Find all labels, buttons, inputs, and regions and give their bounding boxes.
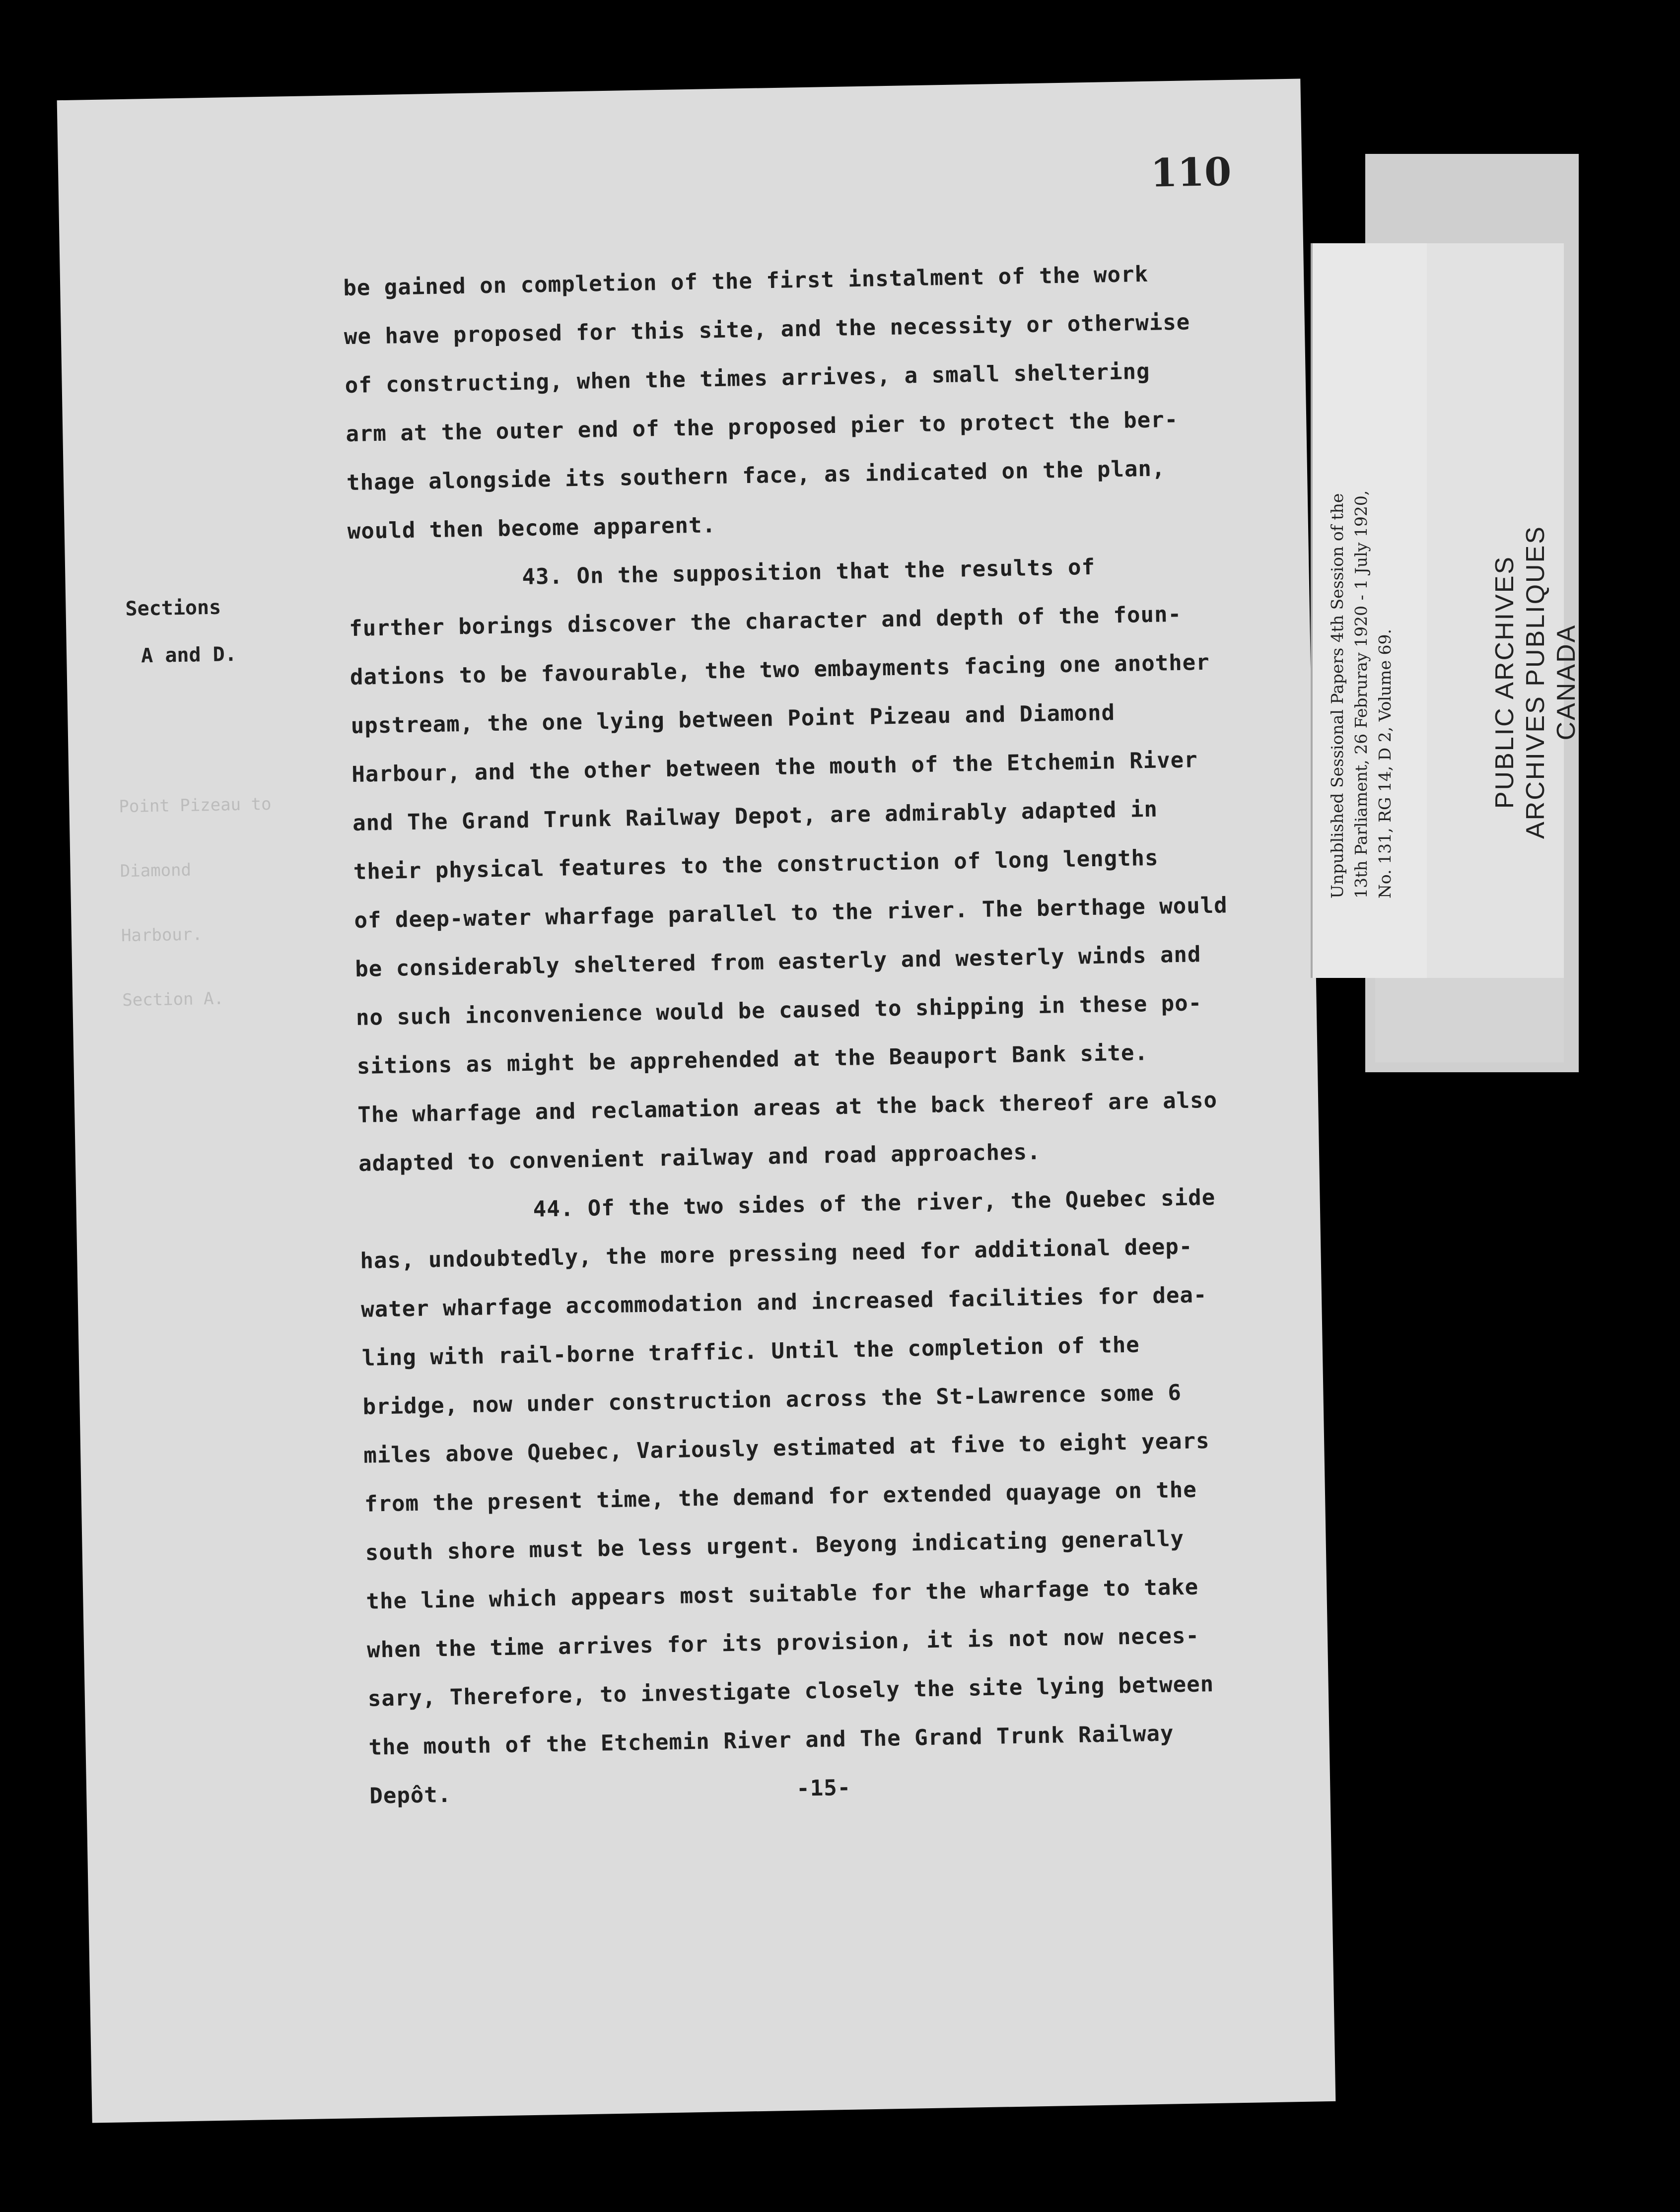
- paragraph-44-start: 44. Of the two sides of the river, the Quebec side: [533, 1184, 1216, 1222]
- tag-stub: [1375, 978, 1564, 1062]
- text-line: when the time arrives for its provision, it is not now neces-: [366, 1623, 1200, 1663]
- text-line: of deep-water wharfage parallel to the river. The berthage would: [354, 893, 1228, 933]
- text-line: of constructing, when the times arrives, a small sheltering: [345, 358, 1150, 399]
- text-line: would then become apparent.: [347, 512, 716, 545]
- text-line: bridge, now under construction across the St-Lawrence some 6: [362, 1380, 1182, 1420]
- text-line: we have proposed for this site, and the necessity or otherwise: [344, 309, 1190, 350]
- text-line: further borings discover the character and depth of the foun-: [349, 601, 1182, 642]
- document-page: [57, 78, 1336, 2123]
- text-line: ling with rail-borne traffic. Until the completion of the: [361, 1332, 1140, 1371]
- last-line: Depôt.: [369, 1782, 452, 1809]
- archives-line: CANADA: [1552, 623, 1581, 741]
- text-line: adapted to convenient railway and road approaches.: [358, 1139, 1041, 1176]
- caption-line: Unpublished Sessional Papers 4th Session of the: [1328, 493, 1347, 899]
- archives-stamp: [1489, 525, 1582, 839]
- text-line: miles above Quebec, Variously estimated at five to eight years: [363, 1428, 1210, 1468]
- caption-line: 13th Parliament, 26 Februray 1920 - 1 July 1920,: [1351, 490, 1371, 899]
- margin-note-line: A and D.: [140, 643, 237, 668]
- archive-caption: [1326, 490, 1397, 899]
- paragraph-43-start: 43. On the supposition that the results of: [522, 554, 1096, 590]
- text-line: be gained on completion of the first instalment of the work: [343, 261, 1149, 301]
- show-through-line: Point Pizeau to: [119, 794, 272, 817]
- text-line: sary, Therefore, to investigate closely the site lying between: [367, 1671, 1214, 1712]
- text-line: no such inconvenience would be caused to shipping in these po-: [355, 990, 1202, 1031]
- text-line: and The Grand Trunk Railway Depot, are admirably adapted in: [352, 796, 1158, 836]
- archives-line: PUBLIC ARCHIVES: [1490, 555, 1519, 809]
- text-line: from the present time, the demand for extended quayage on the: [364, 1477, 1197, 1517]
- archive-tag: [1328, 154, 1581, 1072]
- text-line: upstream, the one lying between Point Pizeau and Diamond: [350, 700, 1116, 739]
- text-line: Harbour, and the other between the mouth of the Etchemin River: [351, 747, 1198, 788]
- caption-line: No. 131, RG 14, D 2, Volume 69.: [1375, 629, 1395, 899]
- text-line: the mouth of the Etchemin River and The Grand Trunk Railway: [368, 1721, 1174, 1760]
- show-through-margin-note: [118, 772, 275, 1033]
- archives-line: ARCHIVES PUBLIQUES: [1521, 525, 1550, 839]
- text-line: thage alongside its southern face, as indicated on the plan,: [346, 456, 1166, 496]
- page-number: 110: [1150, 149, 1232, 196]
- text-line: The wharfage and reclamation areas at the back thereof are also: [357, 1087, 1218, 1128]
- show-through-line: Diamond: [120, 860, 192, 882]
- body-text: [343, 248, 1298, 1821]
- text-line: be considerably sheltered from easterly and westerly winds and: [354, 942, 1201, 982]
- text-line: has, undoubtedly, the more pressing need for additional deep-: [360, 1234, 1193, 1274]
- text-line: arm at the outer end of the proposed pier to protect the ber-: [346, 407, 1179, 447]
- margin-note-line: Sections: [125, 596, 221, 621]
- text-line: south shore must be less urgent. Beyong indicating generally: [365, 1525, 1185, 1566]
- margin-note: [125, 584, 237, 680]
- text-line: water wharfage accommodation and increased facilities for dea-: [360, 1282, 1207, 1322]
- show-through-line: Section A.: [122, 988, 224, 1011]
- text-line: dations to be favourable, the two embayments facing one another: [350, 649, 1210, 691]
- show-through-line: Harbour.: [121, 924, 203, 946]
- text-line: the line which appears most suitable for the wharfage to take: [366, 1574, 1199, 1614]
- text-line: sitions as might be apprehended at the Beauport Bank site.: [356, 1040, 1149, 1079]
- text-line: their physical features to the construction of long lengths: [353, 845, 1159, 885]
- folio-number: -15-: [796, 1775, 851, 1801]
